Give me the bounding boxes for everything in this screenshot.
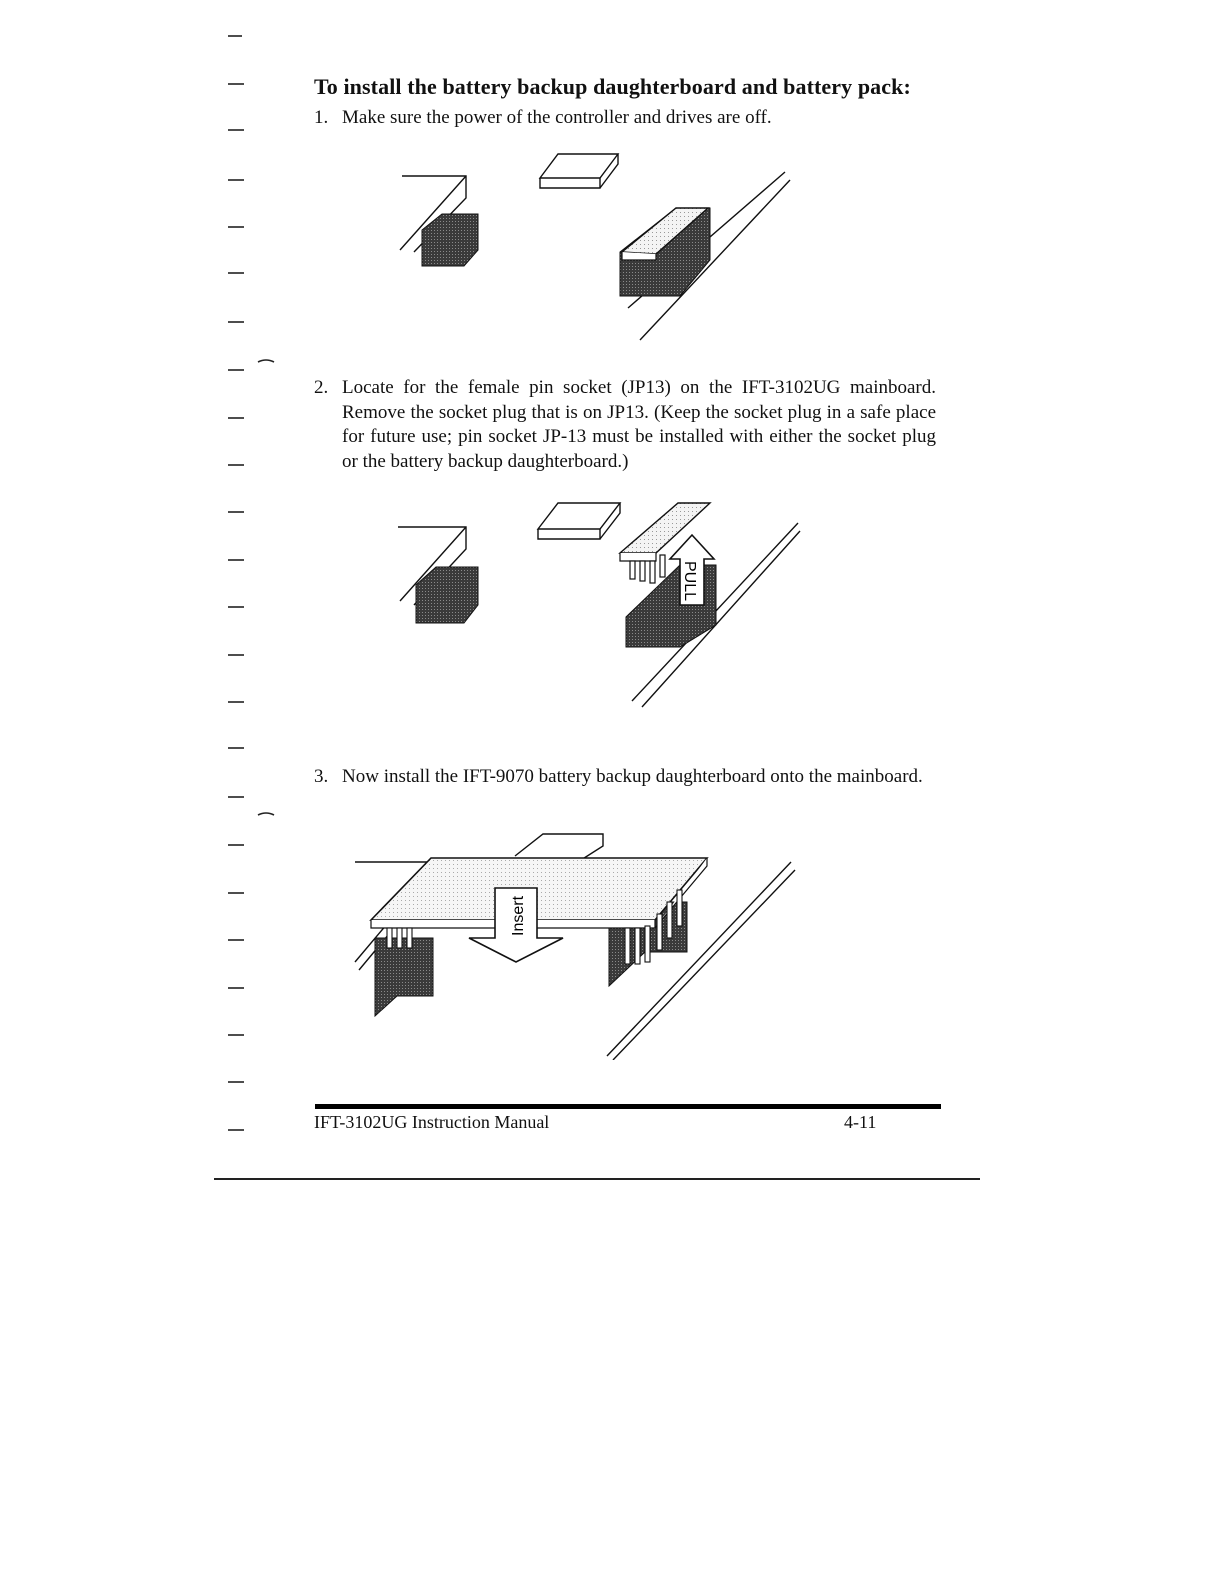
binding-margin-marks [0, 0, 300, 1160]
step-2 [314, 376, 954, 506]
insert-label: Insert [510, 895, 527, 936]
footer-rule [315, 1104, 941, 1109]
step-number: 2. [314, 377, 329, 398]
pull-label: PULL [681, 561, 698, 602]
figure-power-off [380, 140, 810, 360]
footer-title: IFT-3102UG Instruction Manual [314, 1112, 550, 1132]
step-1 [314, 106, 954, 136]
step-number: 3. [314, 766, 329, 787]
step-text: Now install the IFT-9070 battery backup daughterboard onto the mainboard. [342, 766, 923, 787]
step-text: Make sure the power of the controller and drives are off. [342, 107, 772, 128]
step-number: 1. [314, 107, 329, 128]
section-heading: To install the battery backup daughterboard and battery pack: [314, 74, 911, 99]
figure-remove-plug [380, 495, 820, 710]
step-text: Locate for the female pin socket (JP13) on the IFT-3102UG mainboard. Remove the socket plug that is on JP13. (Keep the socket plug in a safe place for future use; pin socket JP-13 must be installed with either the socket plug or the battery backup daughterboard.) [342, 377, 936, 472]
scan-edge-rule [214, 1178, 980, 1180]
step-3 [314, 765, 954, 821]
page-number: 4-11 [844, 1112, 877, 1132]
figure-insert-daughterboard [345, 820, 815, 1060]
